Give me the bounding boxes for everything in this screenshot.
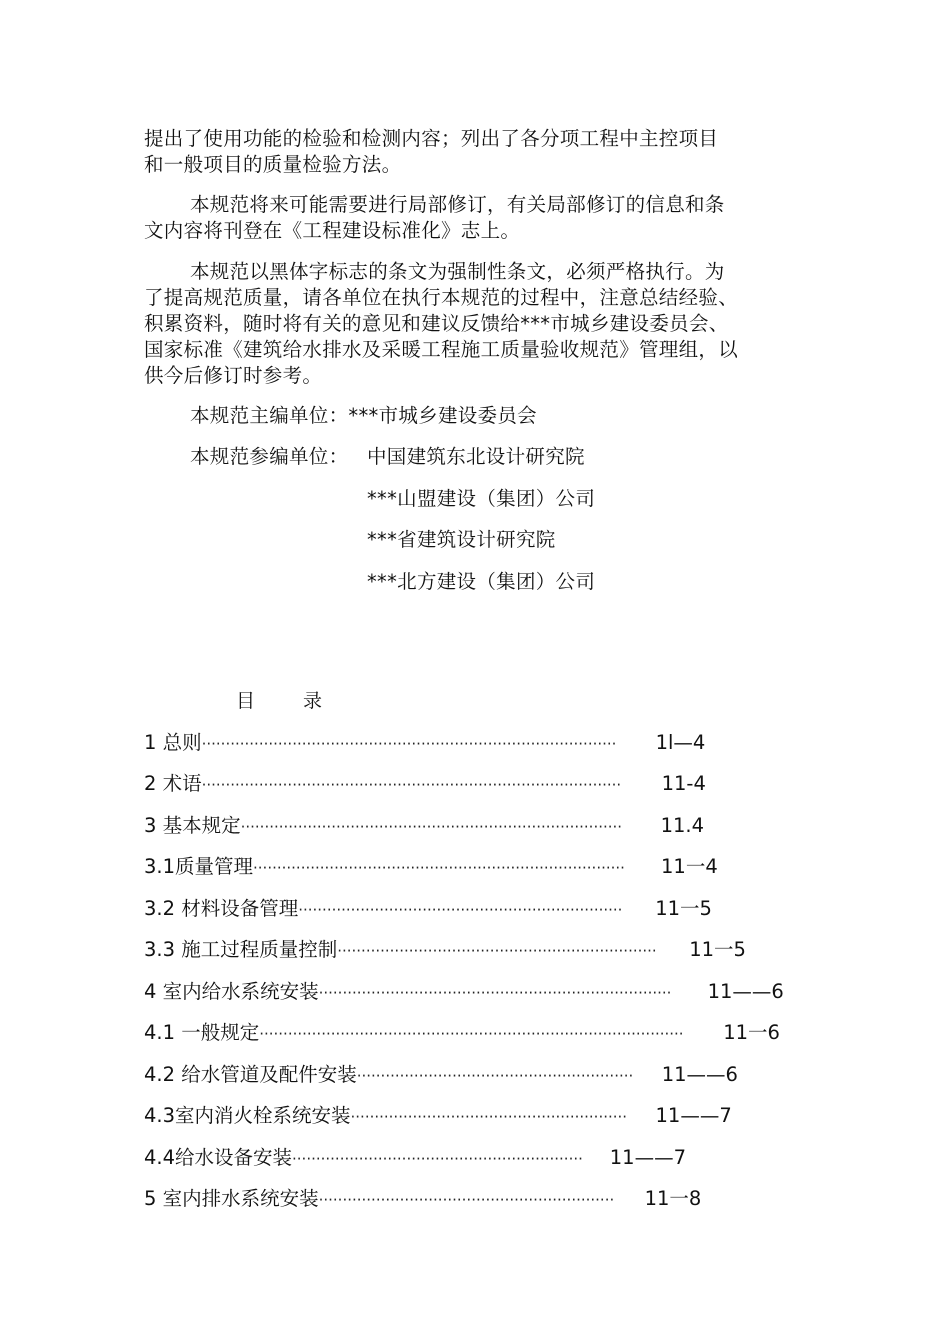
toc-entry-page: 11——6 (707, 980, 784, 1003)
participant-unit: ***省建筑设计研究院 (367, 528, 556, 551)
toc-leader-dots: ················································································ (240, 818, 623, 836)
toc-leader-dots: ·············································································· (253, 859, 625, 877)
paragraph-line: 提出了使用功能的检验和检测内容；列出了各分项工程中主控项目 (144, 127, 719, 150)
toc-entry-page: 11一8 (644, 1187, 702, 1210)
toc-entry[interactable] (144, 1186, 702, 1213)
toc-entry-label: 4 室内给水系统安装 (144, 980, 319, 1003)
toc-entry-label: 4.1 一般规定 (144, 1021, 260, 1044)
toc-entry-page: 11——6 (661, 1063, 738, 1086)
chief-editor-unit: 本规范主编单位：***市城乡建设委员会 (190, 404, 537, 427)
participant-unit: ***山盟建设（集团）公司 (367, 487, 596, 510)
toc-leader-dots: ························································································ (201, 776, 622, 794)
toc-entry-page: 11——7 (655, 1104, 732, 1127)
toc-leader-dots: ······················································································· (201, 735, 617, 753)
toc-entry-page: 11一4 (661, 855, 718, 878)
revision-paragraph (144, 192, 809, 244)
toc-entry-page: 11-4 (661, 772, 706, 795)
toc-leader-dots: ····························································· (292, 1150, 583, 1168)
toc-entry-label: 3.3 施工过程质量控制 (144, 938, 338, 961)
toc-entry-page: 11一5 (689, 938, 746, 961)
paragraph-line: 国家标准《建筑给水排水及采暖工程施工质量验收规范》管理组，以 (144, 338, 739, 361)
toc-leader-dots: ······························································ (318, 1191, 615, 1209)
toc-leader-dots: ·························································· (350, 1108, 628, 1126)
toc-entry-label: 2 术语 (144, 772, 202, 795)
paragraph-line: 文内容将刊登在《工程建设标准化》志上。 (144, 219, 521, 242)
toc-leader-dots: ·········································································· (318, 984, 672, 1002)
participant-units-label: 本规范参编单位： (190, 445, 349, 468)
toc-entry-page: 11.4 (660, 814, 705, 837)
mandatory-clause-paragraph (144, 259, 809, 389)
toc-leader-dots: ························································································· (259, 1025, 684, 1043)
toc-entry[interactable] (144, 730, 706, 757)
toc-entry[interactable] (144, 854, 718, 881)
toc-entry[interactable] (144, 1020, 780, 1047)
toc-entry[interactable] (144, 813, 704, 840)
toc-title (236, 688, 322, 714)
toc-title-left: 目 (236, 690, 256, 712)
toc-entry-label: 3.2 材料设备管理 (144, 897, 299, 920)
toc-entry-label: 4.4给水设备安装 (144, 1146, 293, 1169)
toc-entry-label: 4.2 给水管道及配件安装 (144, 1063, 357, 1086)
toc-entry-page: 11——7 (609, 1146, 686, 1169)
toc-entry[interactable] (144, 937, 746, 964)
participant-unit: 中国建筑东北设计研究院 (367, 445, 585, 468)
toc-title-right: 录 (303, 690, 323, 712)
toc-entry[interactable] (144, 1103, 732, 1130)
paragraph-line: 积累资料，随时将有关的意见和建议反馈给***市城乡建设委员会、 (144, 312, 729, 335)
toc-entry[interactable] (144, 896, 712, 923)
paragraph-line: 供今后修订时参考。 (144, 364, 323, 387)
toc-entry-page: 11一6 (723, 1021, 780, 1044)
toc-entry[interactable] (144, 979, 784, 1006)
toc-entry-label: 3 基本规定 (144, 814, 241, 837)
toc-entry-label: 5 室内排水系统安装 (144, 1187, 319, 1210)
toc-entry-page: 11一5 (655, 897, 712, 920)
toc-entry[interactable] (144, 1062, 738, 1089)
paragraph-line: 本规范以黑体字标志的条文为强制性条文，必须严格执行。为 (190, 260, 725, 283)
toc-entry-label: 4.3室内消火栓系统安装 (144, 1104, 351, 1127)
participant-unit: ***北方建设（集团）公司 (367, 570, 596, 593)
toc-entry[interactable] (144, 771, 706, 798)
paragraph-line: 了提高规范质量，请各单位在执行本规范的过程中，注意总结经验、 (144, 286, 739, 309)
toc-entry-page: 1l—4 (655, 731, 706, 754)
toc-entry-label: 1 总则 (144, 731, 202, 754)
toc-leader-dots: ···································································· (298, 901, 623, 919)
toc-entry[interactable] (144, 1145, 686, 1172)
toc-leader-dots: ·························································· (356, 1067, 634, 1085)
toc-leader-dots: ··································································· (337, 942, 657, 960)
intro-paragraph-1 (144, 126, 809, 178)
paragraph-line: 本规范将来可能需要进行局部修订，有关局部修订的信息和条 (190, 193, 725, 216)
toc-entry-label: 3.1质量管理 (144, 855, 254, 878)
paragraph-line: 和一般项目的质量检验方法。 (144, 153, 402, 176)
